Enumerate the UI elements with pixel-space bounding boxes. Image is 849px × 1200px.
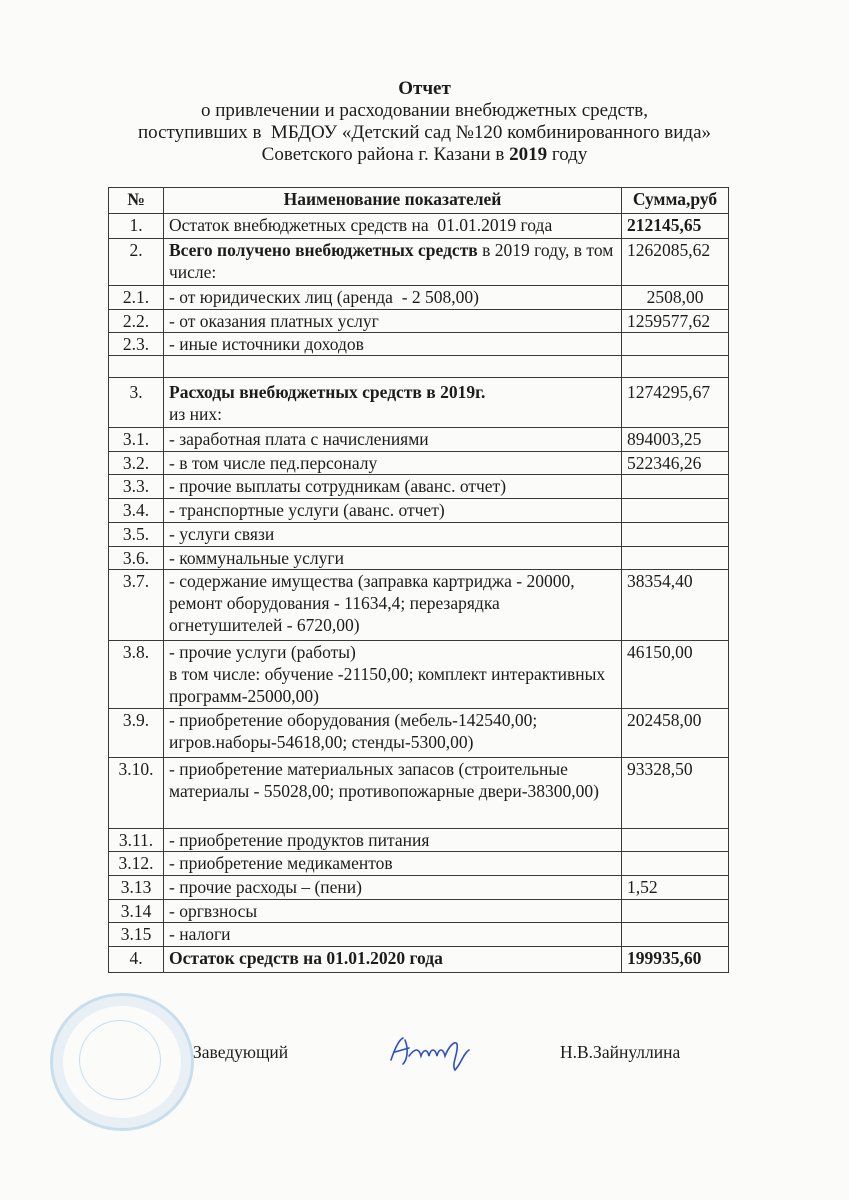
row-sum: 93328,50 [622, 758, 729, 829]
row-number: 3.6. [109, 547, 164, 570]
row-sum: 1259577,62 [622, 310, 729, 333]
row-sum: 38354,40 [622, 570, 729, 641]
row-sum: 522346,26 [622, 452, 729, 475]
row-name: - приобретение оборудования (мебель-142540,00; игров.наборы-54618,00; стенды-5300,00) [164, 709, 622, 758]
row-sum [622, 900, 729, 923]
row-sum [622, 356, 729, 378]
row-sum [622, 923, 729, 947]
row-number: 3.14 [109, 900, 164, 923]
row-number: 3.10. [109, 758, 164, 829]
table-row [109, 829, 729, 852]
row-name: - от оказания платных услуг [164, 310, 622, 333]
report-table [108, 187, 729, 973]
row-name: - от юридических лиц (аренда - 2 508,00) [164, 286, 622, 310]
row-name: Остаток средств на 01.01.2020 года [164, 947, 622, 973]
row-number: 3.12. [109, 852, 164, 876]
table-row [109, 239, 729, 286]
row-number: 2.2. [109, 310, 164, 333]
report-subtitle-line1: о привлечении и расходовании внебюджетных средств, [200, 100, 648, 121]
table-row [109, 475, 729, 499]
row-name: - прочие расходы – (пени) [164, 876, 622, 900]
table-row [109, 900, 729, 923]
row-name: - заработная плата с начислениями [164, 428, 622, 452]
report-subtitle-line2: поступивших в МБДОУ «Детский сад №120 комбинированного вида» [137, 122, 712, 143]
table-row [109, 641, 729, 709]
row-name: Остаток внебюджетных средств на 01.01.2019 года [164, 214, 622, 239]
table-row [109, 286, 729, 310]
column-header-name: Наименование показателей [164, 188, 622, 214]
row-number: 3.9. [109, 709, 164, 758]
row-sum [622, 475, 729, 499]
row-number: 3.7. [109, 570, 164, 641]
row-sum [622, 852, 729, 876]
table-row [109, 214, 729, 239]
table-row [109, 428, 729, 452]
row-sum: 46150,00 [622, 641, 729, 709]
row-sum: 199935,60 [622, 947, 729, 973]
table-row [109, 876, 729, 900]
row-number: 1. [109, 214, 164, 239]
row-number: 2. [109, 239, 164, 286]
row-name: - налоги [164, 923, 622, 947]
row-number: 3.1. [109, 428, 164, 452]
row-sum: 894003,25 [622, 428, 729, 452]
row-sum: 2508,00 [622, 286, 729, 310]
row-name: - оргвзносы [164, 900, 622, 923]
row-sum: 1,52 [622, 876, 729, 900]
official-stamp [50, 993, 194, 1131]
table-row [109, 570, 729, 641]
row-number [109, 356, 164, 378]
column-header-sum: Сумма,руб [622, 188, 729, 214]
row-sum [622, 333, 729, 356]
row-name: Расходы внебюджетных средств в 2019г. из них: [164, 378, 622, 428]
row-number: 3.8. [109, 641, 164, 709]
row-sum [622, 547, 729, 570]
signature-icon [385, 1030, 480, 1075]
row-number: 3.4. [109, 499, 164, 523]
row-name: - прочие услуги (работы) в том числе: обучение -21150,00; комплект интерактивных программ-25000,00) [164, 641, 622, 709]
table-row [109, 499, 729, 523]
table-row [109, 378, 729, 428]
row-number: 3.15 [109, 923, 164, 947]
signer-name: Н.В.Зайнуллина [560, 1042, 681, 1062]
row-number: 2.1. [109, 286, 164, 310]
row-number: 3. [109, 378, 164, 428]
row-number: 4. [109, 947, 164, 973]
table-row [109, 523, 729, 547]
table-row [109, 709, 729, 758]
row-number: 3.3. [109, 475, 164, 499]
table-row [109, 758, 729, 829]
report-title: Отчет [398, 78, 451, 99]
row-sum: 212145,65 [622, 214, 729, 239]
table-row [109, 310, 729, 333]
table-row-total [109, 947, 729, 973]
row-name: - приобретение медикаментов [164, 852, 622, 876]
row-name: - в том числе пед.персоналу [164, 452, 622, 475]
row-sum: 1274295,67 [622, 378, 729, 428]
row-name: - иные источники доходов [164, 333, 622, 356]
report-subtitle-line3: Советского района г. Казани в 2019 году [261, 144, 588, 165]
row-name: - приобретение материальных запасов (строительные материалы - 55028,00; противопожарные двери-38300,00) [164, 758, 622, 829]
row-name: - услуги связи [164, 523, 622, 547]
row-number: 3.13 [109, 876, 164, 900]
table-row-empty [109, 356, 729, 378]
table-row [109, 333, 729, 356]
signer-position: Заведующий [193, 1042, 289, 1062]
row-name: - транспортные услуги (аванс. отчет) [164, 499, 622, 523]
table-row [109, 852, 729, 876]
table-row [109, 923, 729, 947]
table-row [109, 547, 729, 570]
row-name: - содержание имущества (заправка картриджа - 20000, ремонт оборудования - 11634,4; перезарядка огнетушителей - 6720,00) [164, 570, 622, 641]
table-header-row [109, 188, 729, 214]
row-name [164, 356, 622, 378]
row-sum: 202458,00 [622, 709, 729, 758]
row-number: 3.2. [109, 452, 164, 475]
row-name: - коммунальные услуги [164, 547, 622, 570]
row-sum [622, 499, 729, 523]
column-header-number: № [109, 188, 164, 214]
row-name: - прочие выплаты сотрудникам (аванс. отчет) [164, 475, 622, 499]
row-number: 3.11. [109, 829, 164, 852]
row-sum [622, 523, 729, 547]
row-name: - приобретение продуктов питания [164, 829, 622, 852]
row-sum [622, 829, 729, 852]
row-name: Всего получено внебюджетных средств в 2019 году, в том числе: [164, 239, 622, 286]
row-number: 2.3. [109, 333, 164, 356]
row-number: 3.5. [109, 523, 164, 547]
table-row [109, 452, 729, 475]
row-sum: 1262085,62 [622, 239, 729, 286]
report-heading [0, 78, 849, 166]
